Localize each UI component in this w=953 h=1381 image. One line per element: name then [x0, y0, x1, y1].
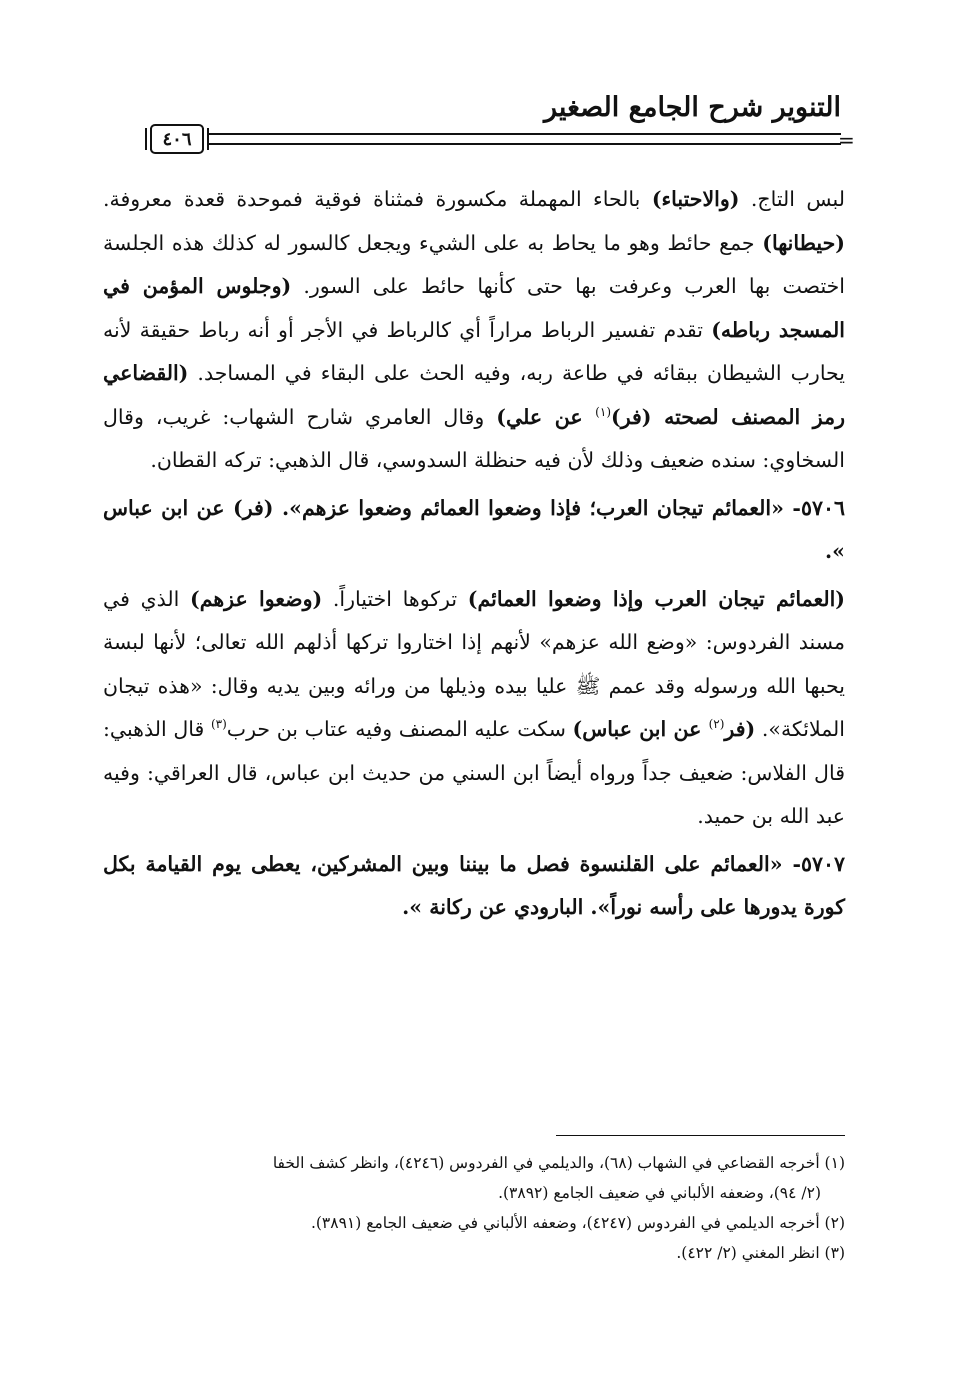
footnote-ref-1[interactable]: (١) [595, 404, 611, 419]
footnote-ref-3[interactable]: (٣) [210, 717, 227, 732]
hadith-5707 [103, 843, 845, 930]
footnote-1-line-1: (١) أخرجه القضاعي في الشهاب (٦٨)، والديلمي في الفردوس (٤٢٤٦)، وانظر كشف الخفا [272, 1154, 845, 1172]
hadith-5706 [103, 487, 845, 574]
text-run: وقال العامري شارح الشهاب: غريب، وقال السخاوي: سنده ضعيف وذلك لأن فيه حنظلة السدوسي، قال الذهبي: تركه القطان. [103, 404, 845, 472]
header-rule-top [208, 133, 841, 135]
text-run: تقدم تفسير الرباط مراراً أي كالرباط في الأجر أو أنه رباط حقيقة لأنه يحارب الشيطان ببقائه في طاعة ربه، وفيه الحث على البقاء في المساجد. [103, 317, 845, 385]
bold-run: (العمائم تيجان العرب وإذا وضعوا العمائم) [467, 586, 845, 611]
page-number: ٤٠٦ [150, 124, 204, 154]
hadith-number: ٥٧٠٦- [783, 495, 845, 520]
text-run: تركوها اختياراً. [322, 586, 468, 611]
text-run: سكت عليه المصنف وفيه عتاب بن حرب [226, 717, 573, 741]
header-rule-bottom [208, 143, 841, 145]
footnote-2-text: (٢) أخرجه الديلمي في الفردوس (٤٢٤٧)، وضعفه الألباني في ضعيف الجامع (٣٨٩١). [310, 1214, 845, 1232]
text-run: جمع حائط وهو ما يحاط به على الشيء ويجعل كالسور له كذلك هذه الجلسة اختصت بها العرب وعرفت بها حتى كأنها حائط على السور. [103, 230, 845, 298]
footnote-separator [556, 1135, 845, 1136]
main-text [103, 178, 845, 930]
bold-run: (والاحتباء) [651, 187, 740, 211]
footnote-3 [103, 1238, 845, 1268]
hadith-text: «العمائم على القلنسوة فصل ما بيننا وبين المشركين، يعطى يوم القيامة بكل كورة يدورها على رأسه نوراً». البارودي عن ركانة ». [103, 851, 845, 919]
text-run: لبس التاج. [739, 187, 845, 211]
text-run: قال الذهبي: قال الفلاس: ضعيف جداً ورواه أيضاً ابن السني من حديث ابن عباس، قال العراقي: وفيه عبد الله بن حميد. [103, 717, 845, 828]
hadith-number: ٥٧٠٧- [782, 851, 846, 876]
header-dash: = [838, 128, 855, 152]
bold-run: (حيطانها) [762, 230, 845, 255]
bold-run: (القضاعي رمز المصنف لصحته (فر) [103, 361, 845, 429]
footnote-1-line-2: (٢/ ٩٤)، وضعفه الألباني في ضعيف الجامع (٣٨٩٢). [498, 1184, 821, 1202]
text-run: بالحاء المهملة مكسورة فمثناة فوقية فموحدة قعدة معروفة. [103, 187, 652, 211]
footnote-2 [103, 1208, 845, 1238]
footnotes [103, 1148, 845, 1268]
hadith-text: «العمائم تيجان العرب؛ فإذا وضعوا العمائم وضعوا عزهم». (فر) عن ابن عباس ». [103, 495, 845, 563]
footnote-1-continued [103, 1178, 845, 1208]
footnote-ref-2[interactable]: (٢) [708, 717, 725, 732]
text-run: الذي في مسند الفردوس: «وضع الله عزهم» لأنهم إذا اختاروا تركها أذلهم الله تعالى؛ لأنها لبسة يحبها الله ورسوله وقد عمم ﷺ عليا بيده وذيلها من ورائه وبين يديه وقال: «هذه تيجان الملائكة». [103, 586, 845, 741]
paragraph-commentary-2 [103, 578, 845, 839]
paragraph-commentary-1 [103, 178, 845, 483]
bold-run: (وضعوا عزهم) [190, 586, 323, 611]
footnote-3-text: (٣) انظر المغني (٢/ ٤٢٢). [676, 1244, 845, 1262]
bold-run: (فر [724, 717, 756, 741]
running-title: التنوير شرح الجامع الصغير [544, 92, 841, 123]
footnote-1 [103, 1148, 845, 1178]
bold-run: (وجلوس المؤمن في المسجد رباطه) [103, 274, 845, 342]
bold-run: عن علي) [496, 404, 596, 429]
bold-run: عن ابن عباس) [572, 717, 709, 741]
